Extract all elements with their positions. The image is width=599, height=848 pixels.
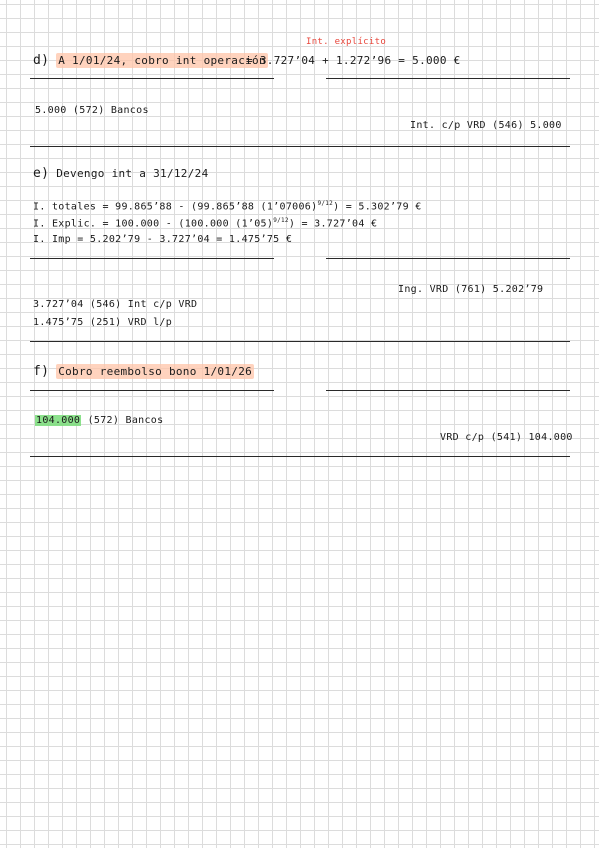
section-f-debit-entry xyxy=(35,416,163,426)
rule xyxy=(30,146,570,147)
rule xyxy=(30,390,274,391)
annotation-explicit-interest: Int. explícito xyxy=(306,37,387,47)
interest-explicit-line xyxy=(33,218,377,229)
section-d-label: d) xyxy=(33,53,50,68)
rule xyxy=(326,258,570,259)
section-e-debit-entry-1: 3.727’04 (546) Int c/p VRD xyxy=(33,299,198,310)
interest-implicit-line: I. Imp = 5.202’79 - 3.727’04 = 1.475’75 € xyxy=(33,234,293,245)
section-f-credit-entry: VRD c/p (541) 104.000 xyxy=(440,432,573,443)
rule xyxy=(30,341,570,342)
rule xyxy=(326,390,570,391)
section-d-credit-entry: Int. c/p VRD (546) 5.000 xyxy=(410,120,562,131)
interest-explicit-result: ) = 3.727’04 € xyxy=(288,218,378,230)
interest-total-result: ) = 5.302’79 € xyxy=(333,201,422,213)
interest-total-exponent: 9/12 xyxy=(317,200,334,207)
section-e-debit-entry-2: 1.475’75 (251) VRD l/p xyxy=(33,317,173,328)
section-f-label: f) xyxy=(33,364,50,379)
section-e-title: Devengo int a 31/12/24 xyxy=(56,167,209,180)
section-d-title: A 1/01/24, cobro int operación xyxy=(58,54,266,67)
rule xyxy=(30,258,274,259)
interest-total-expr: I. totales = 99.865’88 - (99.865’88 (1’07006) xyxy=(33,201,318,213)
section-d-equation: = 3.727’04 + 1.272’96 = 5.000 € xyxy=(246,54,461,67)
section-e-credit-entry: Ing. VRD (761) 5.202’79 xyxy=(398,284,544,295)
section-e-label: e) xyxy=(33,166,50,181)
section-f-heading xyxy=(33,365,254,378)
rule xyxy=(30,456,570,457)
rule xyxy=(326,78,570,79)
section-e-heading xyxy=(33,167,209,180)
section-d-heading xyxy=(33,54,268,67)
section-f-title: Cobro reembolso bono 1/01/26 xyxy=(58,365,253,378)
interest-explicit-expr: I. Explic. = 100.000 - (100.000 (1’05) xyxy=(33,218,274,230)
section-f-debit-account: (572) Bancos xyxy=(87,415,164,426)
section-d-debit-entry: 5.000 (572) Bancos xyxy=(35,105,149,116)
section-f-debit-amount: 104.000 xyxy=(36,415,81,426)
interest-total-line xyxy=(33,201,422,212)
interest-explicit-exponent: 9/12 xyxy=(273,217,289,224)
rule xyxy=(30,78,274,79)
